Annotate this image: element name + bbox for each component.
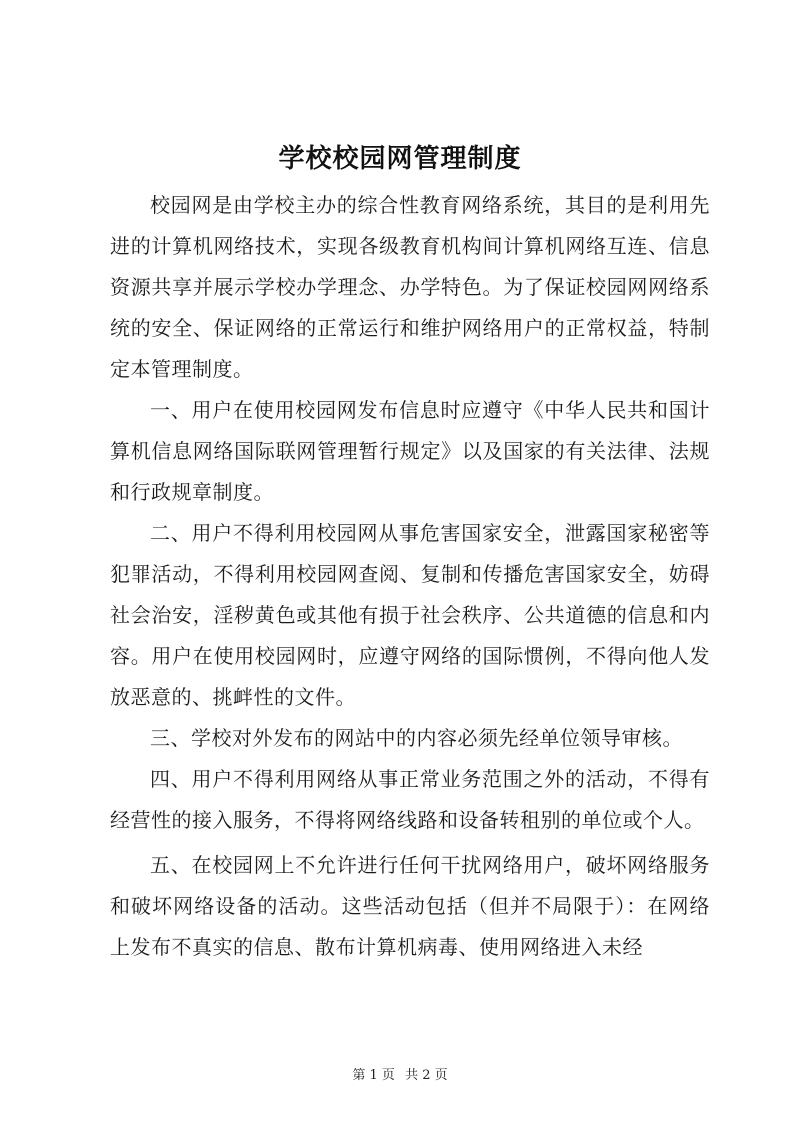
clause-5-paragraph: 五、在校园网上不允许进行任何干扰网络用户，破坏网络服务和破坏网络设备的活动。这些活动包括（但并不局限于）：在网络上发布不真实的信息、散布计算机病毒、使用网络进入未经 xyxy=(110,853,710,959)
clause-3-paragraph: 三、学校对外发布的网站中的内容必须先经单位领导审核。 xyxy=(150,726,683,750)
page-total: 共 2 页 xyxy=(405,1068,448,1083)
intro-paragraph: 校园网是由学校主办的综合性教育网络系统，其目的是利用先进的计算机网络技术，实现各级教育机构间计算机网络互连、信息资源共享并展示学校办学理念、办学特色。为了保证校园网网络系统的安全、保证网络的正常运行和维护网络用户的正常权益，特制定本管理制度。 xyxy=(110,193,710,381)
clause-1-paragraph: 一、用户在使用校园网发布信息时应遵守《中华人民共和国计算机信息网络国际联网管理暂行规定》以及国家的有关法律、法规和行政规章制度。 xyxy=(110,398,710,504)
clause-2-paragraph: 二、用户不得利用校园网从事危害国家安全，泄露国家秘密等犯罪活动，不得利用校园网查阅、复制和传播危害国家安全，妨碍社会治安，淫秽黄色或其他有损于社会秩序、公共道德的信息和内容。用户在使用校园网时，应遵守网络的国际惯例，不得向他人发放恶意的、挑衅性的文件。 xyxy=(110,521,710,709)
page-number: 第 1 页 xyxy=(352,1068,395,1083)
page-footer xyxy=(0,1064,800,1083)
document-title: 学校校园网管理制度 xyxy=(278,144,522,174)
document-body xyxy=(110,185,710,968)
clause-4-paragraph: 四、用户不得利用网络从事正常业务范围之外的活动，不得有经营性的接入服务，不得将网络线路和设备转租别的单位或个人。 xyxy=(110,767,710,832)
